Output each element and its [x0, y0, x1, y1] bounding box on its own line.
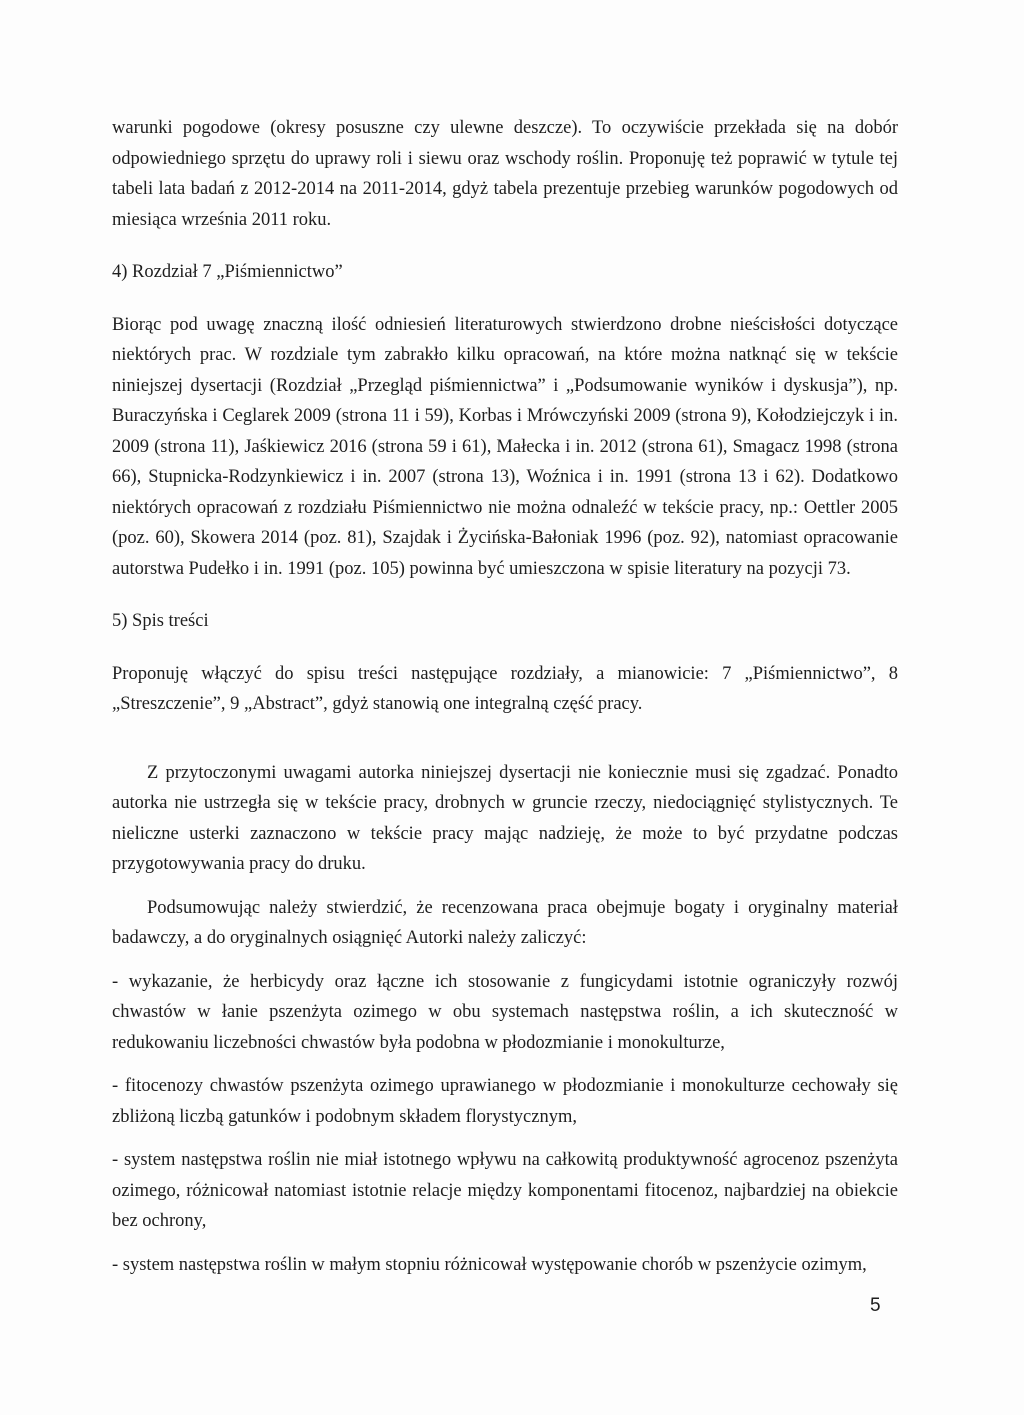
paragraph-bibliography-remarks: Biorąc pod uwagę znaczną ilość odniesień literaturowych stwierdzono drobne nieścisłości dotyczące niektórych prac. W rozdziale tym zabrakło kilku opracowań, na które można natknąć się w tekście niniejszej dysertacji (Rozdział „Przegląd piśmiennictwa” i „Podsumowanie wyników i dyskusja”), np. Buraczyńska i Ceglarek 2009 (strona 11 i 59), Korbas i Mrówczyński 2009 (strona 9), Kołodziejczyk i in. 2009 (strona 11), Jaśkiewicz 2016 (strona 59 i 61), Małecka i in. 2012 (strona 61), Smagacz 1998 (strona 66), Stupnicka-Rodzynkiewicz i in. 2007 (strona 13), Woźnica i in. 1991 (strona 13 i 62). Dodatkowo niektórych opracowań z rozdziału Piśmiennictwo nie można odnaleźć w tekście pracy, np.: Oettler 2005 (poz. 60), Skowera 2014 (poz. 81), Szajdak i Życińska-Bałoniak 1996 (poz. 92), natomiast opracowanie autorstwa Pudełko i in. 1991 (poz. 105) powinna być umieszczona w spisie literatury na pozycji 73. — [112, 314, 898, 579]
list-item-phytocenoses: - fitocenozy chwastów pszenżyta ozimego uprawianego w płodozmianie i monokulturze cechowały się zbliżoną liczbą gatunków i podobnym składem florystycznym, — [112, 1076, 898, 1127]
section-heading-bibliography: 4) Rozdział 7 „Piśmiennictwo” — [112, 262, 343, 282]
paragraph-table-of-contents-remarks: Proponuję włączyć do spisu treści następujące rozdziały, a mianowicie: 7 „Piśmiennictwo”, 8 „Streszczenie”, 9 „Abstract”, gdyż stanowią one integralną część pracy. — [112, 663, 898, 714]
page-number: 5 — [870, 1295, 881, 1316]
paragraph-weather-table-note: warunki pogodowe (okresy posuszne czy ulewne deszcze). To oczywiście przekłada się na dobór odpowiedniego sprzętu do uprawy roli i siewu oraz wschody roślin. Proponuję też poprawić w tytule tej tabeli lata badań z 2012-2014 na 2011-2014, gdyż tabela prezentuje przebieg warunków pogodowych od miesiąca września 2011 roku. — [112, 118, 898, 230]
paragraph-closing-remarks: Z przytoczonymi uwagami autorka niniejszej dysertacji nie koniecznie musi się zgadzać. Ponadto autorka nie ustrzegła się w tekście pracy, drobnych w gruncie rzeczy, niedociągnięć stylistycznych. Te nieliczne usterki zaznaczono w tekście pracy mając nadzieję, że może to być przydatne podczas przygotowywania pracy do druku. — [112, 762, 898, 874]
paragraph-summary-intro: Podsumowując należy stwierdzić, że recenzowana praca obejmuje bogaty i oryginalny materiał badawczy, a do oryginalnych osiągnięć Autorki należy zaliczyć: — [112, 897, 898, 948]
section-heading-table-of-contents: 5) Spis treści — [112, 611, 209, 631]
list-item-productivity: - system następstwa roślin nie miał istotnego wpływu na całkowitą produktywność agrocenoz pszenżyta ozimego, różnicował natomiast istotnie relacje między komponentami fitocenoz, najbardziej na obiekcie bez ochrony, — [112, 1150, 898, 1231]
list-item-herbicides: - wykazanie, że herbicydy oraz łączne ich stosowanie z fungicydami istotnie ograniczyły rozwój chwastów w łanie pszenżyta ozimego w obu systemach następstwa roślin, a ich skuteczność w redukowaniu liczebności chwastów była podobna w płodozmianie i monokulturze, — [112, 971, 898, 1053]
document-body — [112, 113, 898, 1280]
list-item-diseases: - system następstwa roślin w małym stopniu różnicował występowanie chorób w pszenżycie ozimym, — [112, 1254, 867, 1275]
